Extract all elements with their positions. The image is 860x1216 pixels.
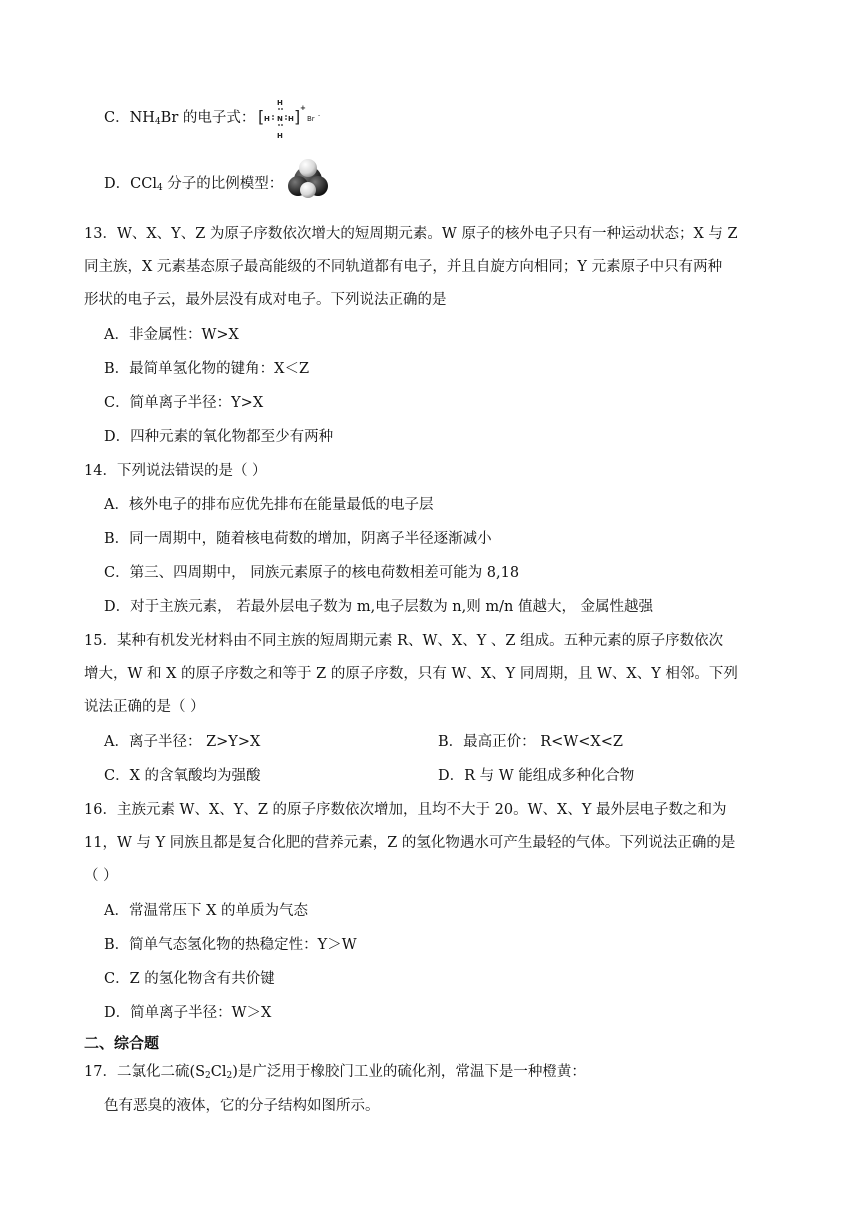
q16-stem-line-1: 16．主族元素 W、X、Y、Z 的原子序数依次增加，且均不大于 20。W、X、Y 最外层电子数之和为 [84,802,727,818]
top-h-symbol: H [277,99,283,107]
q16-option-d: D．简单离子半径：W＞X [104,1005,272,1021]
option-d-subscript: 4 [156,183,163,193]
right-h-symbol: H [288,115,294,123]
q16-option-a: A．常温常压下 X 的单质为气态 [104,903,309,919]
q13-option-b: B．最简单氢化物的键角：X＜Z [104,361,310,377]
option-c-nh4br [104,108,255,128]
left-bracket: [ [258,107,265,126]
q13-stem-line-3: 形状的电子云，最外层没有成对电子。下列说法正确的是 [84,292,447,308]
q15-stem-line-1: 15．某种有机发光材料由不同主族的短周期元素 R、W、X、Y 、Z 组成。五种元素的原子序数依次 [84,633,724,649]
q13-stem-line-2: 同主族，X 元素基态原子最高能级的不同轨道都有电子，并且自旋方向相同；Y 元素原子中只有两种 [84,259,723,275]
q17-sub-2: 2 [226,1071,233,1081]
q16-option-b: B．简单气态氢化物的热稳定性：Y＞W [104,937,357,953]
bottom-h-symbol: H [277,132,283,140]
q14-stem: 14．下列说法错误的是（ ） [84,463,267,479]
q13-option-a: A．非金属性：W>X [104,327,239,343]
cation-charge: + [300,104,306,112]
q13-option-c: C．简单离子半径：Y>X [104,395,264,411]
q13-option-d: D．四种元素的氧化物都至少有两种 [104,429,334,445]
q16-stem-line-3: （ ） [84,868,118,884]
nh4br-electron-formula-image [254,96,334,140]
ccl4-space-filling-model-image [286,156,330,200]
q17-text-c: )是广泛用于橡胶门工业的硫化剂，常温下是一种橙黄： [232,1064,586,1080]
q14-option-a: A．核外电子的排布应优先排布在能量最低的电子层 [104,497,434,513]
q14-option-d: D．对于主族元素， 若最外层电子数为 m,电子层数为 n,则 m/n 值越大， 金属性越强 [104,599,654,615]
anion-charge: - [318,112,321,119]
option-c-subscript: 4 [154,117,161,127]
q17-stem-line-1 [84,1062,586,1082]
q17-stem-line-2: 色有恶臭的液体，它的分子结构如图所示。 [104,1098,380,1114]
q15-option-a: A．离子半径： Z>Y>X [104,734,261,750]
q15-stem-line-3: 说法正确的是（ ） [84,699,205,715]
q14-option-b: B．同一周期中，随着核电荷数的增加，阴离子半径逐渐减小 [104,531,492,547]
q16-stem-line-2: 11，W 与 Y 同族且都是复合化肥的营养元素，Z 的氢化物遇水可产生最轻的气体。下列说法正确的是 [84,835,736,851]
left-h-symbol: H [264,115,270,123]
q16-option-c: C．Z 的氢化物含有共价键 [104,971,275,987]
option-d-ccl4 [104,174,283,194]
q13-stem-line-1: 13．W、X、Y、Z 为原子序数依次增大的短周期元素。W 原子的核外电子只有一种运动状态；X 与 Z [84,226,738,242]
q17-sub-1: 2 [205,1071,211,1081]
bromide-symbol: Br [307,115,315,123]
option-c-label: C．NH [104,110,155,126]
option-c-text: Br 的电子式： [160,110,256,126]
q15-option-d: D．R 与 W 能组成多种化合物 [438,768,635,784]
q15-option-c: C．X 的含氧酸均为强酸 [104,768,261,784]
option-d-label: D．CCl [104,176,157,192]
q17-text-a: 17．二氯化二硫(S [84,1064,206,1080]
right-bracket: ] [294,107,301,126]
option-d-text: 分子的比例模型： [162,176,284,192]
n-symbol: N [277,115,283,123]
q14-option-c: C．第三、四周期中， 同族元素原子的核电荷数相差可能为 8,18 [104,565,520,581]
q15-stem-line-2: 增大，W 和 X 的原子序数之和等于 Z 的原子序数，只有 W、X、Y 同周期，且 W、X、Y 相邻。下列 [84,666,738,682]
q17-text-b: Cl [210,1064,227,1080]
q15-option-b: B．最高正价： R<W<X<Z [438,734,623,750]
section-heading-comprehensive: 二、综合题 [84,1034,160,1052]
